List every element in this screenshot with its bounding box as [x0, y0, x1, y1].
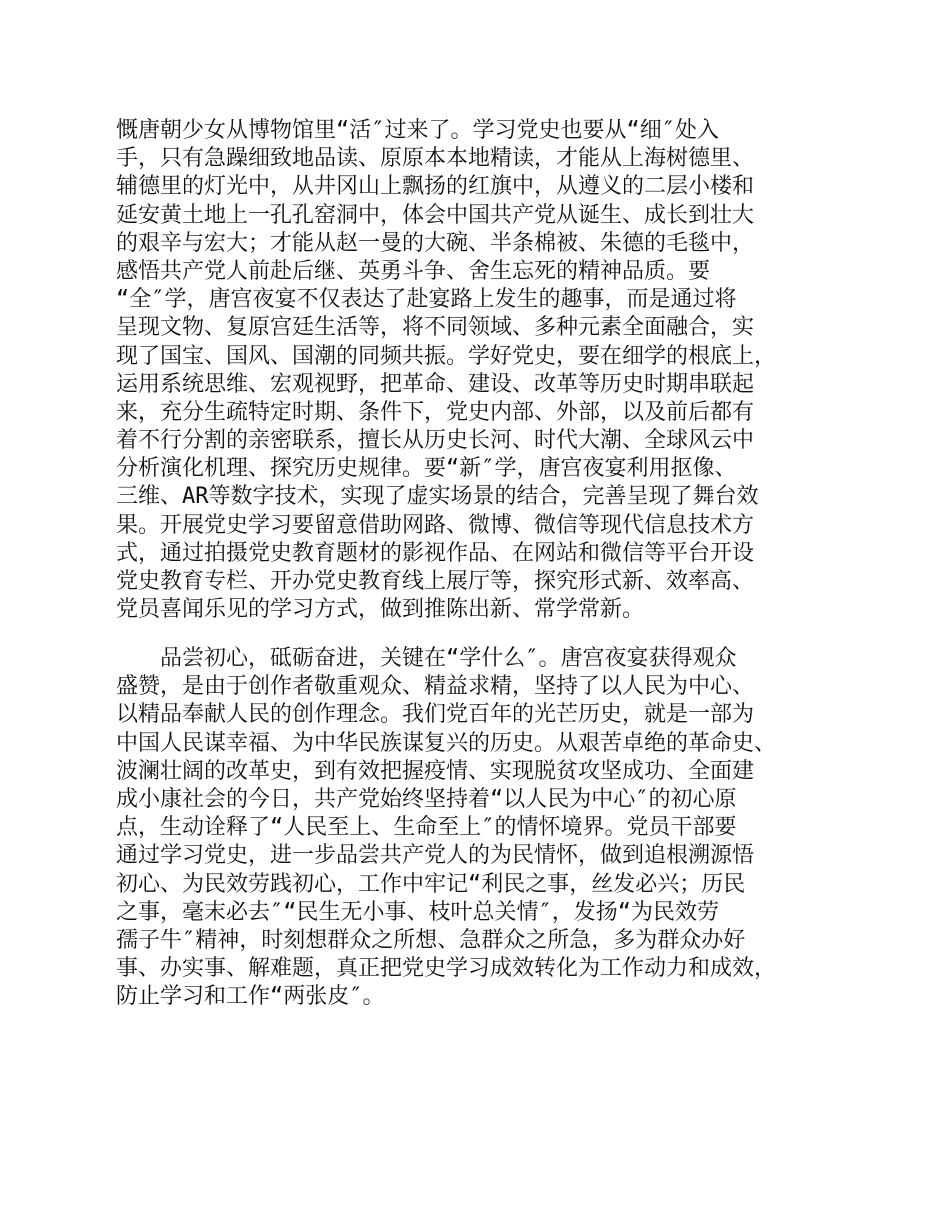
- paragraph-2: [116, 645, 842, 1011]
- text-line: 现了国宝、国风、国潮的同频共振。学好党史，要在细学的根底上，: [116, 343, 777, 369]
- text-line: 慨唐朝少女从博物馆里“活″过来了。学习党史也要从“细″处入: [116, 118, 719, 143]
- text-line: 感悟共产党人前赴后继、英勇斗争、舍生忘死的精神品质。要: [116, 258, 711, 284]
- text-line: 以精品奉献人民的创作理念。我们党百年的光芒历史，就是一部为: [116, 702, 755, 728]
- text-line: 辅德里的灯光中，从井冈山上飘扬的红旗中，从遵义的二层小楼和: [116, 174, 755, 200]
- text-line: 手，只有急躁细致地品读、原原本本地精读，才能从上海树德里、: [116, 146, 755, 172]
- text-line: 三维、AR等数字技术，实现了虚实场景的结合，完善呈现了舞台效: [116, 484, 759, 510]
- text-line: 运用系统思维、宏观视野，把革命、建设、改革等历史时期串联起: [116, 371, 755, 397]
- text-line: “全″学，唐宫夜宴不仅表达了赴宴路上发生的趣事，而是通过将: [116, 287, 737, 313]
- text-line: 事、办实事、解难题，真正把党史学习成效转化为工作动力和成效，: [116, 956, 777, 982]
- text-line: 式，通过拍摄党史教育题材的影视作品、在网站和微信等平台开设: [116, 540, 755, 566]
- text-line: 初心、为民效劳践初心，工作中牢记“利民之事，丝发必兴；历民: [116, 871, 746, 897]
- text-line: 孺子牛″精神，时刻想群众之所想、急群众之所急，多为群众办好: [116, 927, 746, 953]
- text-line: 品尝初心，砥砺奋进，关键在“学什么″。唐宫夜宴获得观众: [116, 646, 737, 671]
- text-line: 党史教育专栏、开办党史教育线上展厅等，探究形式新、效率高、: [116, 569, 755, 594]
- text-line: 党员喜闻乐见的学习方式，做到推陈出新、常学常新。: [116, 597, 645, 623]
- text-line: 中国人民谋幸福、为中华民族谋复兴的历史。从艰苦卓绝的革命史、: [116, 730, 777, 756]
- text-line: 通过学习党史，进一步品尝共产党人的为民情怀，做到追根溯源悟: [116, 843, 755, 869]
- text-line: 呈现文物、复原宫廷生活等，将不同领域、多种元素全面融合，实: [116, 315, 755, 341]
- text-line: 防止学习和工作“两张皮″。: [116, 984, 385, 1010]
- text-line: 盛赞，是由于创作者敬重观众、精益求精，坚持了以人民为中心、: [116, 674, 755, 700]
- text-line: 波澜壮阔的改革史，到有效把握疫情、实现脱贫攻坚成功、全面建: [116, 758, 755, 784]
- text-line: 来，充分生疏特定时期、条件下，党史内部、外部，以及前后都有: [116, 399, 755, 425]
- paragraph-1: [116, 117, 842, 624]
- text-line: 的艰辛与宏大；才能从赵一曼的大碗、半条棉被、朱德的毛毯中，: [116, 230, 755, 256]
- text-line: 分析演化机理、探究历史规律。要“新″学，唐宫夜宴利用抠像、: [116, 456, 737, 482]
- text-line: 延安黄土地上一孔孔窑洞中，体会中国共产党从诞生、成长到壮大: [116, 202, 755, 228]
- text-line: 点，生动诠释了“人民至上、生命至上″的情怀境界。党员干部要: [116, 815, 737, 841]
- text-line: 果。开展党史学习要留意借助网路、微博、微信等现代信息技术方: [116, 512, 755, 538]
- text-line: 成小康社会的今日，共产党始终坚持着“以人民为中心″的初心原: [116, 786, 737, 812]
- text-line: 之事，毫末必去″“民生无小事、枝叶总关情″，发扬“为民效劳: [116, 899, 719, 925]
- text-line: 着不行分割的亲密联系，擅长从历史长河、时代大潮、全球风云中: [116, 428, 755, 454]
